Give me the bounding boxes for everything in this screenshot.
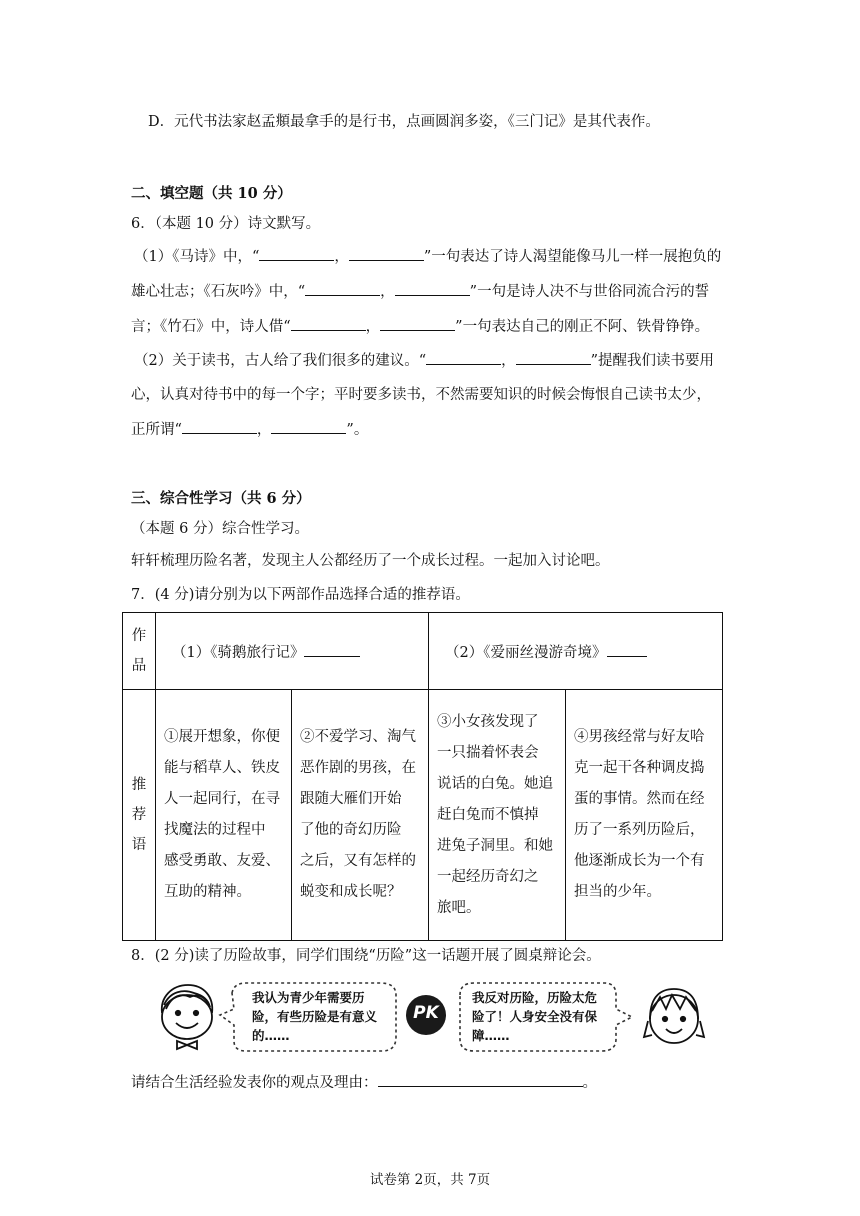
answer-blank[interactable]: [271, 419, 346, 434]
debate-illustration: [150, 975, 710, 1060]
rec-line: 蛋的事情。然而在经: [574, 791, 705, 807]
header-char: 品: [131, 658, 147, 674]
boy-icon: [162, 985, 212, 1049]
text-segment: 。: [582, 1075, 597, 1091]
work-cell-2: [429, 613, 723, 690]
answer-blank[interactable]: [291, 316, 366, 331]
rec-line: 了他的奇幻历险: [300, 822, 402, 838]
question-8: 8．(2 分)读了历险故事，同学们围绕“历险”这一话题开展了圆桌辩论会。: [131, 948, 601, 964]
section-2-heading: 二、填空题（共 10 分）: [131, 185, 292, 202]
rec-line: 跟随大雁们开始: [300, 791, 402, 807]
section-3-context: 轩轩梳理历险名著，发现主人公都经历了一个成长过程。一起加入讨论吧。: [131, 553, 610, 569]
text-segment: 雄心壮志；《石灰吟》中，“: [131, 284, 306, 300]
pk-label: PK: [413, 1003, 439, 1023]
rec-line: 恶作剧的男孩，在: [300, 760, 416, 776]
recommendation-cell-2: [292, 690, 429, 941]
table-row: [123, 613, 723, 690]
bubble-line: 我认为青少年需要历: [252, 990, 365, 1005]
rec-line: 蜕变和成长呢？: [300, 884, 402, 900]
rec-line: 能与稻草人、铁皮: [164, 760, 280, 776]
text-segment: ”一句表达自己的刚正不阿、铁骨铮铮。: [455, 319, 710, 335]
header-char: 作: [131, 628, 147, 644]
answer-blank[interactable]: [516, 350, 591, 365]
question-6-intro: 6．（本题 10 分）诗文默写。: [131, 216, 321, 232]
girl-icon: [644, 989, 704, 1043]
bubble-line: 我反对历险，历险太危: [472, 990, 598, 1005]
header-char: 推: [131, 777, 147, 793]
bubble-line: 险，有些历险是有意义: [252, 1009, 378, 1024]
rec-line: 赶白兔而不慎掉: [437, 806, 539, 823]
bubble-line: 的……: [252, 1028, 290, 1043]
rec-line: 人一起同行，在寻: [164, 791, 280, 807]
rec-line: 旅吧。: [437, 899, 481, 916]
right-bubble-text: [472, 988, 597, 1045]
text-segment: ”一句表达了诗人渴望能像马儿一样一展抱负的: [423, 249, 722, 265]
rec-line: 之后，又有怎样的: [300, 853, 416, 869]
text-segment: ”一句是诗人决不与世俗同流合污的誓: [469, 284, 710, 300]
recommendation-cell-4: [566, 690, 723, 941]
answer-blank[interactable]: [304, 642, 360, 657]
option-d: D．元代书法家赵孟頫最拿手的是行书，点画圆润多姿，《三门记》是其代表作。: [148, 114, 660, 130]
work-cell-1: [156, 613, 429, 690]
recommendation-cell-3: [429, 690, 566, 941]
text-segment: ，: [380, 284, 395, 300]
rec-line: 历了一系列历险后，: [574, 822, 705, 838]
q6-part2-line2: 心，认真对待书中的每一个字；平时要多读书，不然需要知识的时候会悔恨自己读书太少，: [131, 387, 711, 403]
text-segment: ，: [365, 319, 381, 335]
work-title: （1）《骑鹅旅行记》: [172, 644, 305, 661]
rec-line: 感受勇敢、友爱、: [164, 853, 280, 869]
answer-blank[interactable]: [426, 350, 501, 365]
answer-prompt-line: [131, 1072, 597, 1093]
text-segment: ”提醒我们读书要用: [590, 353, 715, 369]
header-char: 语: [131, 837, 147, 853]
recommendation-cell-1: [156, 690, 292, 941]
header-char: 荐: [131, 807, 147, 823]
section-3-heading: 三、综合性学习（共 6 分）: [131, 490, 311, 507]
bubble-line: 险了！人身安全没有保: [472, 1009, 598, 1024]
answer-blank[interactable]: [395, 281, 470, 296]
text-segment: （1）《马诗》中，“: [134, 249, 260, 265]
text-segment: （2）关于读书，古人给了我们很多的建议。“: [134, 353, 427, 369]
rec-line: 担当的少年。: [574, 884, 662, 900]
rec-line: ①展开想象，你便: [164, 729, 280, 745]
page-footer: 试卷第 2页，共 7页: [369, 1172, 491, 1188]
answer-blank[interactable]: [378, 1072, 583, 1087]
rec-line: 他逐渐成长为一个有: [574, 853, 705, 869]
q6-part1-line2: [131, 281, 709, 302]
question-7: 7．(4 分)请分别为以下两部作品选择合适的推荐语。: [131, 587, 470, 603]
rec-line: 一只揣着怀表会: [437, 744, 539, 761]
rec-line: 说话的白兔。她追: [437, 775, 554, 792]
rec-line: ②不爱学习、淘气: [300, 729, 416, 745]
answer-blank[interactable]: [182, 419, 257, 434]
answer-blank[interactable]: [380, 316, 455, 331]
rec-line: 找魔法的过程中: [164, 822, 266, 838]
q6-part1-line3: [131, 316, 709, 337]
rec-line: 进兔子洞里。和她: [437, 837, 554, 854]
text-segment: ，: [256, 422, 272, 438]
work-title: （2）《爱丽丝漫游奇境》: [445, 644, 607, 661]
text-segment: 言；《竹石》中，诗人借“: [131, 319, 291, 335]
text-segment: ”。: [346, 422, 369, 438]
left-bubble-text: [252, 988, 377, 1045]
q6-part1-line1: [134, 246, 721, 267]
section-3-intro: （本题 6 分）综合性学习。: [131, 521, 309, 537]
answer-blank[interactable]: [305, 281, 380, 296]
rec-line: 克一起干各种调皮捣: [574, 760, 705, 776]
answer-blank[interactable]: [349, 246, 424, 261]
text-segment: ，: [334, 249, 349, 265]
text-segment: 正所谓“: [131, 422, 182, 438]
rec-line: 一起经历奇幻之: [437, 868, 539, 885]
rec-line: ④男孩经常与好友哈: [574, 729, 705, 745]
recommendation-table: [122, 612, 723, 941]
answer-blank[interactable]: [259, 246, 334, 261]
bubble-line: 障……: [472, 1028, 510, 1043]
q6-part2-line1: [134, 350, 714, 371]
work-header-cell: [123, 613, 156, 690]
text-segment: ，: [501, 353, 516, 369]
recommend-header-cell: [123, 690, 156, 941]
q6-part2-line3: [131, 419, 368, 440]
rec-line: 互助的精神。: [164, 884, 251, 900]
answer-prompt: 请结合生活经验发表你的观点及理由：: [131, 1075, 378, 1091]
answer-blank[interactable]: [607, 642, 647, 657]
rec-line: ③小女孩发现了: [437, 713, 539, 730]
table-row: [123, 690, 723, 941]
